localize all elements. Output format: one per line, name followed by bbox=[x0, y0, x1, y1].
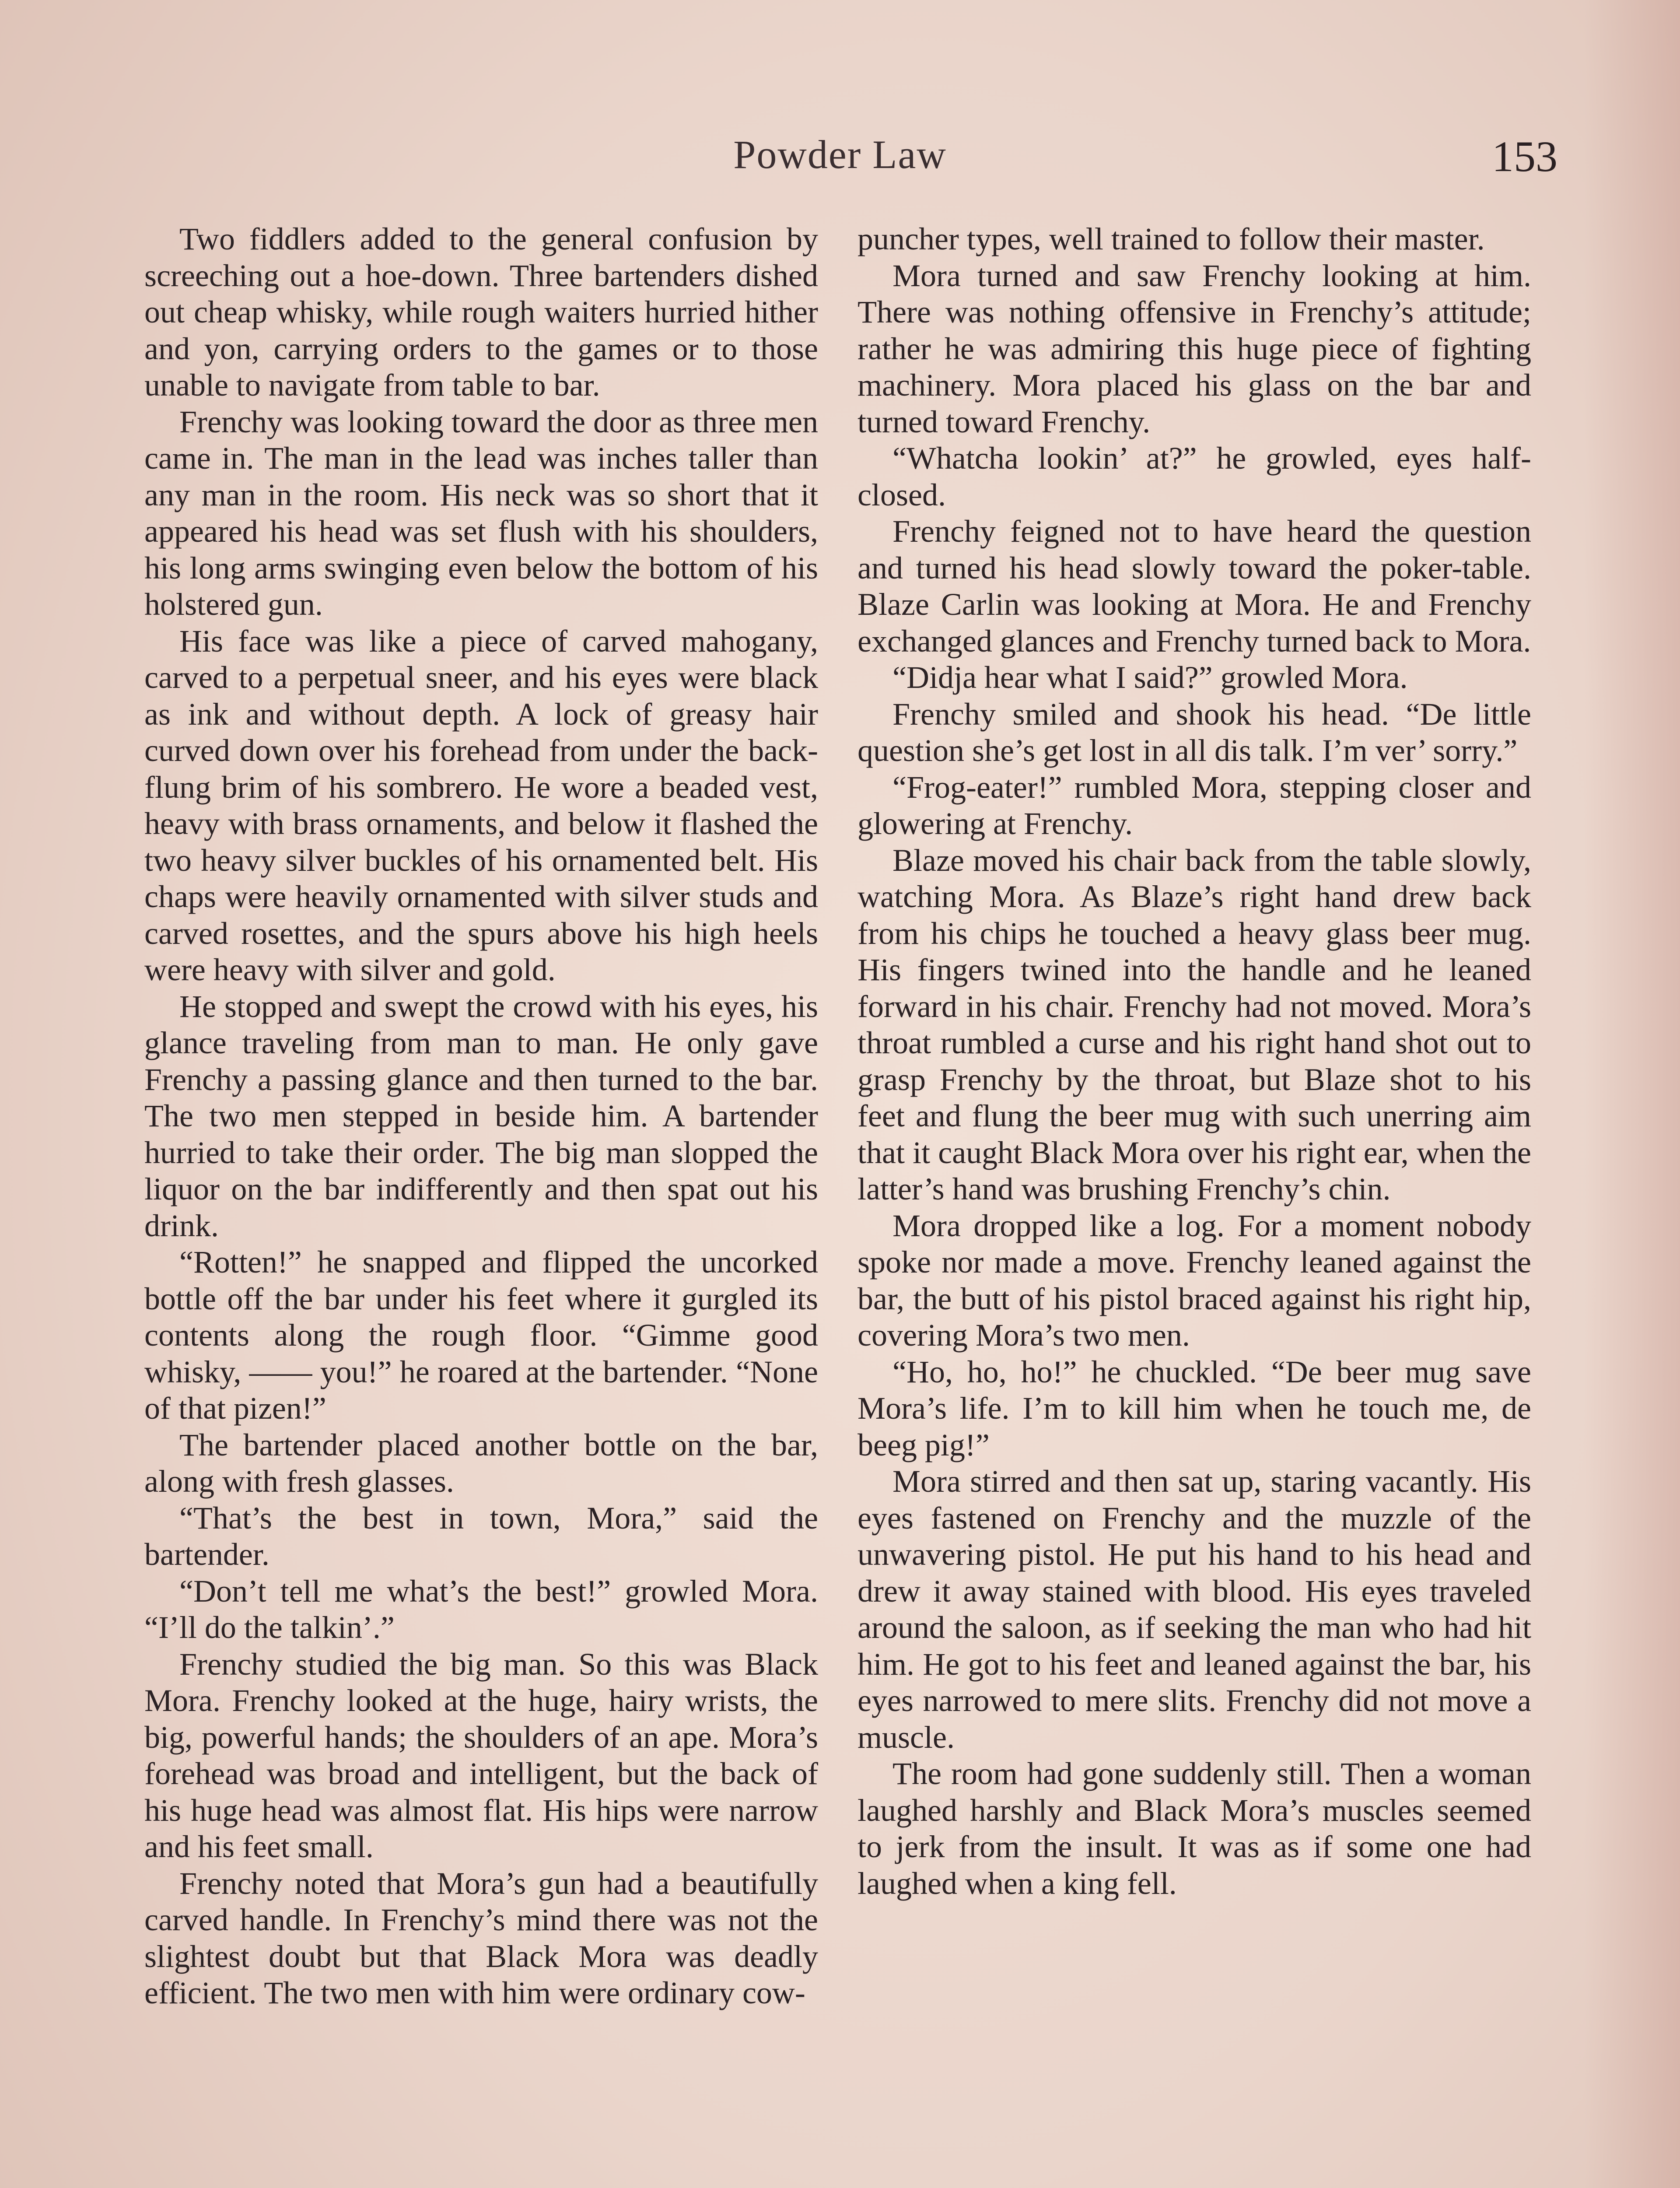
paragraph: “That’s the best in town, Mora,” said the bartender. bbox=[144, 1500, 818, 1572]
paragraph: He stopped and swept the crowd with his eyes, his glance traveling from man to man. He only gave Frenchy a passing glance and then turned to the bar. The two men stepped in beside him. A bartender hurried to take their order. The big man slopped the liquor on the bar indifferently and then spat out his drink. bbox=[144, 989, 818, 1243]
running-head-title: Powder Law bbox=[733, 132, 947, 177]
page-edge-shading bbox=[1584, 0, 1680, 2188]
paragraph: “Don’t tell me what’s the best!” growled Mora. “I’ll do the talkin’.” bbox=[144, 1573, 818, 1645]
paragraph: The bartender placed another bottle on the bar, along with fresh glasses. bbox=[144, 1427, 818, 1499]
paragraph: Frenchy studied the big man. So this was Black Mora. Frenchy looked at the huge, hairy wrists, the big, powerful hands; the shoulders of an ape. Mora’s forehead was broad and intelligent, but the back of his huge head was almost flat. His hips were narrow and his feet small. bbox=[144, 1646, 818, 1864]
right-text-column bbox=[858, 221, 1531, 2188]
paragraph: The room had gone suddenly still. Then a woman laughed harshly and Black Mora’s muscles seemed to jerk from the insult. It was as if some one had laughed when a king fell. bbox=[858, 1756, 1531, 1901]
left-text-column bbox=[144, 221, 818, 2188]
paragraph: Blaze moved his chair back from the table slowly, watching Mora. As Blaze’s right hand drew back from his chips he touched a heavy glass beer mug. His fingers twined into the handle and he leaned forward in his chair. Frenchy had not moved. Mora’s throat rumbled a curse and his right hand shot out to grasp Frenchy by the throat, but Blaze shot to his feet and flung the beer mug with such unerring aim that it caught Black Mora over his right ear, when the latter’s hand was brushing Frenchy’s chin. bbox=[858, 842, 1531, 1206]
page-number: 153 bbox=[1492, 132, 1558, 181]
paragraph: Mora stirred and then sat up, staring vacantly. His eyes fastened on Frenchy and the muzzle of the unwavering pistol. He put his hand to his head and drew it away stained with blood. His eyes traveled around the saloon, as if seeking the man who had hit him. He got to his feet and leaned against the bar, his eyes narrowed to mere slits. Frenchy did not move a muscle. bbox=[858, 1464, 1531, 1755]
paragraph: Frenchy smiled and shook his head. “De little question she’s get lost in all dis talk. I’m ver’ sorry.” bbox=[858, 696, 1531, 768]
paragraph: “Didja hear what I said?” growled Mora. bbox=[892, 660, 1408, 695]
paragraph: “Frog-eater!” rumbled Mora, stepping closer and glowering at Frenchy. bbox=[858, 769, 1531, 841]
paragraph: Frenchy was looking toward the door as three men came in. The man in the lead was inches taller than any man in the room. His neck was so short that it appeared his head was set flush with his shoulders, his long arms swinging even below the bottom of his holstered gun. bbox=[144, 404, 818, 622]
paragraph: “Whatcha lookin’ at?” he growled, eyes half-closed. bbox=[858, 441, 1531, 512]
paragraph: Two fiddlers added to the general confusion by screeching out a hoe-down. Three bartenders dished out cheap whisky, while rough waiters hurried hither and yon, carrying orders to the games or to those unable to navigate from table to bar. bbox=[144, 221, 818, 403]
paragraph: Mora dropped like a log. For a moment nobody spoke nor made a move. Frenchy leaned against the bar, the butt of his pistol braced against his right hip, covering Mora’s two men. bbox=[858, 1208, 1531, 1353]
paragraph: His face was like a piece of carved mahogany, carved to a perpetual sneer, and his eyes were black as ink and without depth. A lock of greasy hair curved down over his forehead from under the back-flung brim of his sombrero. He wore a beaded vest, heavy with brass ornaments, and below it flashed the two heavy silver buckles of his ornamented belt. His chaps were heavily ornamented with silver studs and carved rosettes, and the spurs above his high heels were heavy with silver and gold. bbox=[144, 623, 818, 987]
paragraph: Frenchy noted that Mora’s gun had a beautifully carved handle. In Frenchy’s mind there was not the slightest doubt but that Black Mora was deadly efficient. The two men with him were ordinary cow- bbox=[144, 1865, 818, 2010]
paragraph: “Ho, ho, ho!” he chuckled. “De beer mug save Mora’s life. I’m to kill him when he touch me, de beeg pig!” bbox=[858, 1354, 1531, 1462]
paragraph: “Rotten!” he snapped and flipped the uncorked bottle off the bar under his feet where it gurgled its contents along the rough floor. “Gimme good whisky, —— you!” he roared at the bartender. “None of that pizen!” bbox=[144, 1245, 818, 1426]
paragraph: Frenchy feigned not to have heard the question and turned his head slowly toward the poker-table. Blaze Carlin was looking at Mora. He and Frenchy exchanged glances and Frenchy turned back to Mora. bbox=[858, 514, 1531, 659]
paragraph: Mora turned and saw Frenchy looking at him. There was nothing offensive in Frenchy’s attitude; rather he was admiring this huge piece of fighting machinery. Mora placed his glass on the bar and turned toward Frenchy. bbox=[858, 258, 1531, 439]
continued-paragraph: puncher types, well trained to follow their master. bbox=[858, 221, 1485, 256]
